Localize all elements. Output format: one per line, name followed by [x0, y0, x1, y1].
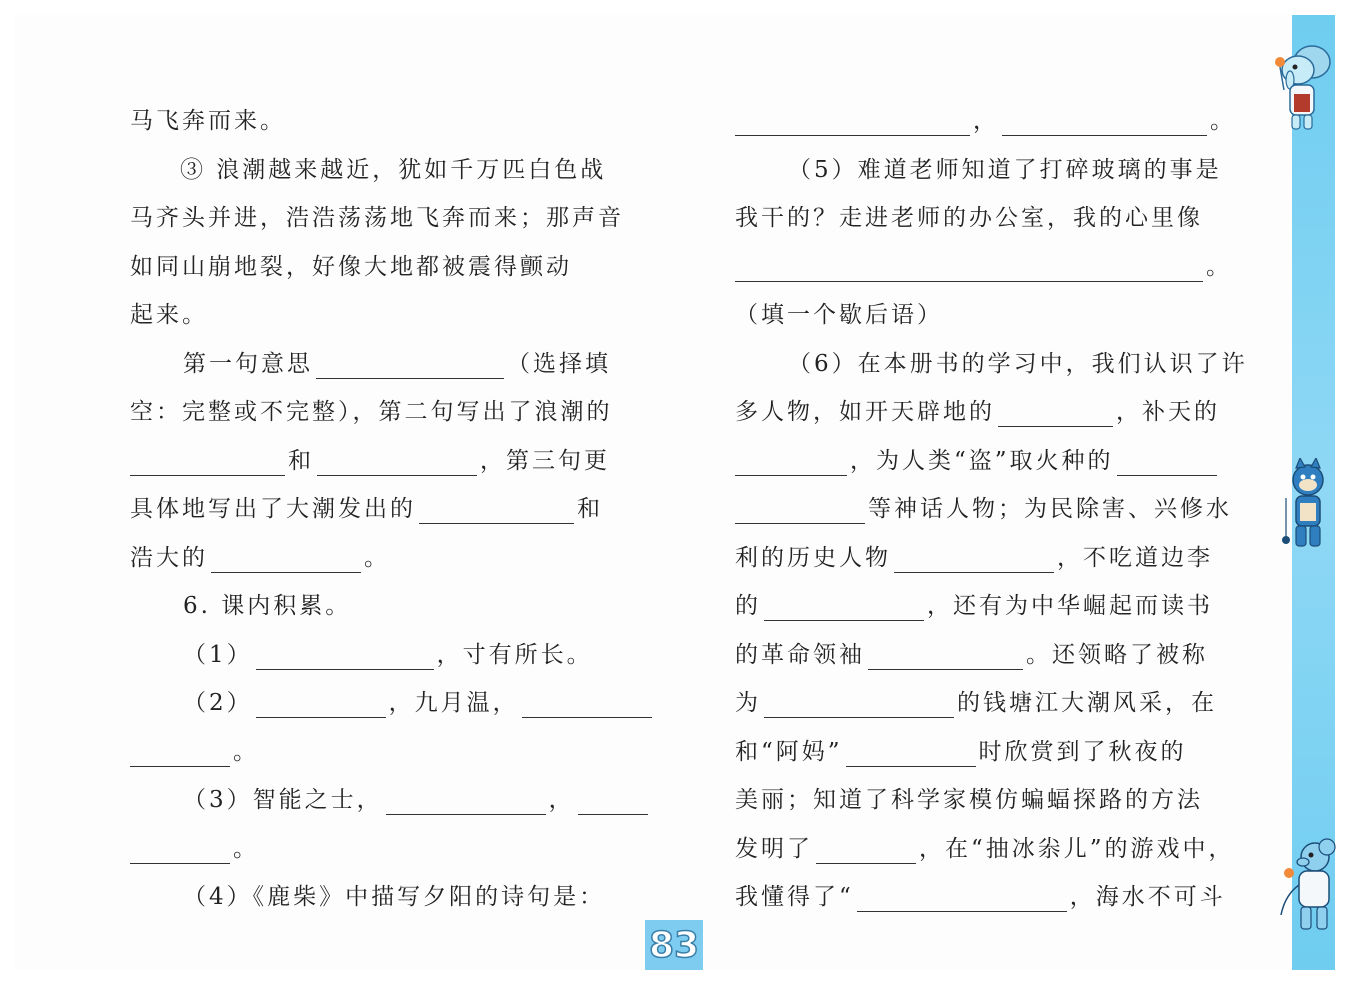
answer-blank[interactable]: [211, 550, 361, 573]
cat-mascot-icon: [1278, 458, 1338, 558]
answer-blank[interactable]: [735, 259, 1203, 282]
answer-blank[interactable]: [522, 695, 652, 718]
question-line: 第一句意思 （选择填: [183, 351, 611, 377]
answer-blank[interactable]: [998, 404, 1113, 427]
answer-blank[interactable]: [735, 501, 865, 524]
elephant-mascot-icon: [1268, 40, 1338, 135]
answer-blank[interactable]: [256, 647, 434, 670]
question-line: 具体地写出了大潮发出的 和: [130, 496, 603, 522]
answer-blank[interactable]: [735, 113, 970, 136]
answer-blank[interactable]: [317, 453, 477, 476]
answer-blank[interactable]: [578, 792, 648, 815]
text-line: 如同山崩地裂，好像大地都被震得颤动: [130, 254, 572, 280]
mouse-mascot-icon: [1275, 835, 1340, 940]
answer-blank[interactable]: [1117, 453, 1217, 476]
answer-blank[interactable]: [868, 647, 1023, 670]
text-line: 马齐头并进，浩浩荡荡地飞奔而来；那声音: [130, 205, 624, 231]
answer-blank[interactable]: [816, 841, 916, 864]
question-line: 的 ，还有为中华崛起而读书: [735, 593, 1213, 619]
question-line: 等神话人物；为民除害、兴修水: [735, 494, 1232, 524]
text-line: 起来。: [130, 302, 208, 328]
text-line: （6）在本册书的学习中，我们认识了许: [788, 351, 1248, 377]
question-line: ， 。: [735, 106, 1236, 136]
answer-blank[interactable]: [764, 598, 924, 621]
answer-blank[interactable]: [419, 501, 574, 524]
question-line: 的革命领袖 。还领略了被称: [735, 642, 1208, 668]
answer-blank[interactable]: [130, 744, 230, 767]
text-line: 马飞奔而来。: [130, 108, 286, 134]
text-line: 空：完整或不完整），第二句写出了浪潮的: [130, 399, 613, 425]
answer-blank[interactable]: [130, 453, 285, 476]
answer-blank[interactable]: [857, 889, 1067, 912]
question-line: （3）智能之士， ，: [183, 785, 651, 815]
answer-blank[interactable]: [846, 744, 976, 767]
question-line: 。: [735, 252, 1232, 282]
question-line: 。: [130, 834, 259, 864]
answer-blank[interactable]: [894, 550, 1054, 573]
question-line: 。: [130, 737, 259, 767]
answer-blank[interactable]: [130, 841, 230, 864]
question-line: 和“阿妈” 时欣赏到了秋夜的: [735, 739, 1187, 765]
text-line: 美丽；知道了科学家模仿蝙蝠探路的方法: [735, 787, 1203, 813]
question-line: （4）《鹿柴》中描写夕阳的诗句是：: [183, 884, 606, 910]
answer-blank[interactable]: [316, 356, 504, 379]
question-line: ，为人类“盗”取火种的: [735, 446, 1220, 476]
question-line: 我懂得了“ ，海水不可斗: [735, 884, 1226, 910]
text-line: 我干的？走进老师的办公室，我的心里像: [735, 205, 1203, 231]
question-line: 浩大的 。: [130, 545, 390, 571]
answer-blank[interactable]: [1002, 113, 1207, 136]
answer-blank[interactable]: [735, 453, 847, 476]
question-line: 发明了 ，在“抽冰尜儿”的游戏中，: [735, 836, 1235, 862]
question-line: （2） ，九月温，: [183, 688, 655, 718]
answer-blank[interactable]: [386, 792, 546, 815]
question-line: 利的历史人物 ，不吃道边李: [735, 545, 1213, 571]
text-line: （5）难道老师知道了打碎玻璃的事是: [788, 157, 1222, 183]
text-line: ③ 浪潮越来越近，犹如千万匹白色战: [180, 157, 607, 183]
text-line: （填一个歇后语）: [735, 302, 943, 328]
page-number: 83: [648, 925, 700, 966]
answer-blank[interactable]: [256, 695, 386, 718]
answer-blank[interactable]: [764, 695, 954, 718]
question-line: 为 的钱塘江大潮风采，在: [735, 690, 1217, 716]
section-heading: 6. 课内积累。: [183, 593, 352, 619]
question-line: 多人物，如开天辟地的 ，补天的: [735, 399, 1220, 425]
question-line: 和 ，第三句更: [130, 446, 610, 476]
question-line: （1） ，寸有所长。: [183, 642, 593, 668]
